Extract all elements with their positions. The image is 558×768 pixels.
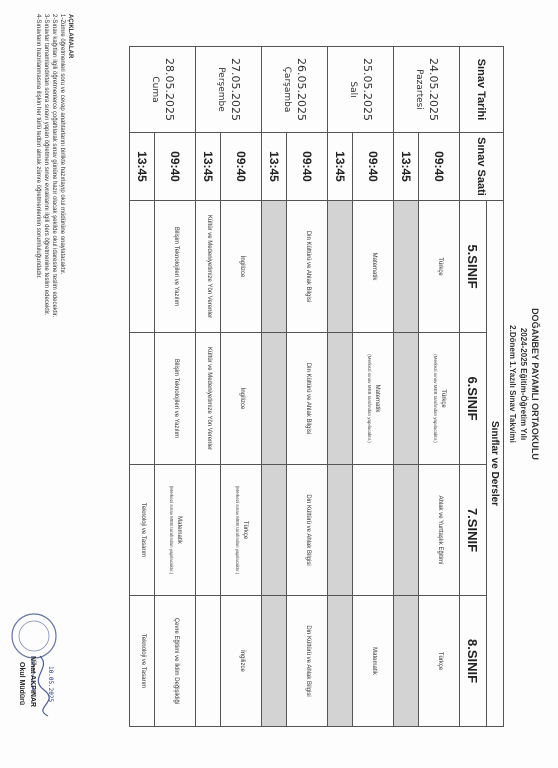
signature-date: 10.05.2025 xyxy=(47,666,54,703)
subject-cell xyxy=(419,333,460,465)
explanation-item: 3-Sınavlar tamamlandıktan sonra sınavı yapan öğretmen sınav evraklarını ilgili ders öğretmenine teslim edecektir. xyxy=(42,14,49,316)
subject-cell xyxy=(394,201,419,333)
subject-cell xyxy=(394,333,419,465)
column-header-grade-5: 5.SINIF xyxy=(460,201,487,333)
exam-time: 09:40 xyxy=(221,133,262,201)
subject-name: Bilişim Teknolojileri ve Yazılım xyxy=(172,358,179,439)
column-header-grade-7: 7.SINIF xyxy=(460,465,487,596)
exam-time: 13:45 xyxy=(394,133,419,201)
explanations-section xyxy=(34,14,74,634)
explanations-title: AÇIKLAMALAR xyxy=(67,14,73,59)
explanation-item: 4-Sınavların hazırlanmasına ilişkin her türlü tedbiri almak zümre öğretmenlerinin sorumluluğundadır. xyxy=(34,14,41,279)
exam-date: 28.05.2025 xyxy=(163,58,176,121)
table-row xyxy=(287,47,328,727)
subject-name: İngilizce xyxy=(238,650,245,672)
subject-cell xyxy=(155,465,196,596)
central-exam-note: (Merkezi sınav MEB tarafından yapılacaktır.) xyxy=(169,485,175,575)
subject-cell xyxy=(419,201,460,333)
exam-date-cell xyxy=(130,47,196,133)
subject-name: İngilizce xyxy=(238,255,245,278)
subject-name: Türkçe xyxy=(436,257,443,276)
table-row xyxy=(130,47,155,727)
exam-date: 26.05.2025 xyxy=(295,58,308,121)
exam-time: 13:45 xyxy=(328,133,353,201)
exam-time: 13:45 xyxy=(262,133,287,201)
subject-cell xyxy=(221,333,262,465)
principal-signature-block xyxy=(6,612,62,722)
exam-schedule-table xyxy=(129,46,504,727)
table-row xyxy=(419,47,460,727)
subject-name: Türkçe xyxy=(241,520,248,540)
subject-name: Çevre Eğitimi ve İklim Değişikliği xyxy=(172,617,179,705)
column-header-date: Sınav Tarihi xyxy=(460,47,504,133)
subject-cell xyxy=(328,333,353,465)
subject-name: Türkçe xyxy=(439,389,446,408)
subject-cell xyxy=(196,596,221,727)
subject-cell xyxy=(262,201,287,333)
subject-cell xyxy=(353,465,394,596)
table-row xyxy=(328,47,353,727)
central-exam-note: (Merkezi sınav MEB tarafından yapılacaktır.) xyxy=(433,354,439,443)
central-exam-note: (Merkezi sınav MEB tarafından yapılacaktır.) xyxy=(235,485,241,575)
subject-cell: Din Kültürü ve Ahlak Bilgisi xyxy=(287,333,328,465)
subject-cell: Din Kültürü ve Ahlak Bilgisi xyxy=(287,596,328,727)
exam-time: 13:45 xyxy=(196,133,221,201)
subject-cell xyxy=(221,201,262,333)
explanation-item: 1-Zümre öğretmenleri soru ve cevap anahtarlarını birlikte hazırlayıp okul müdürüne onaylatacaktır. xyxy=(58,14,65,275)
subject-cell xyxy=(328,465,353,596)
subject-cell xyxy=(262,596,287,727)
subject-name: İngilizce xyxy=(238,387,245,410)
term-title: 2.Dönem 1.Yazılı Sınav Takvimi xyxy=(508,325,517,443)
table-row xyxy=(394,47,419,727)
subject-cell xyxy=(419,596,460,727)
subject-cell xyxy=(155,333,196,465)
principal-name: Nihat AKPINAR xyxy=(29,656,36,708)
subject-cell: Kültür ve Medeniyetimize Yön Verenler xyxy=(196,201,221,333)
subject-cell: Teknoloji ve Tasarım xyxy=(130,465,155,596)
subject-name: Matematik xyxy=(370,647,377,675)
subject-cell xyxy=(394,596,419,727)
table-row xyxy=(196,47,221,727)
school-name: DOĞANBEY PAYAMLI ORTAOKULU xyxy=(530,308,540,460)
exam-time: 09:40 xyxy=(419,133,460,201)
subject-cell xyxy=(419,465,460,596)
subject-cell: Din Kültürü ve Ahlak Bilgisi xyxy=(287,201,328,333)
exam-date: 24.05.2025 xyxy=(427,58,440,121)
table-row xyxy=(353,47,394,727)
subject-cell xyxy=(221,465,262,596)
subject-cell xyxy=(155,596,196,727)
exam-day: Salı xyxy=(348,81,359,98)
subject-cell xyxy=(155,201,196,333)
exam-day: Cuma xyxy=(150,76,161,103)
central-exam-note: (Merkezi sınav MEB tarafından yapılacaktır.) xyxy=(367,354,373,443)
exam-time: 09:40 xyxy=(353,133,394,201)
exam-date-cell xyxy=(328,47,394,133)
subject-cell xyxy=(221,596,262,727)
exam-time: 09:40 xyxy=(287,133,328,201)
exam-date: 27.05.2025 xyxy=(229,58,242,121)
exam-date-cell xyxy=(262,47,328,133)
subject-cell xyxy=(130,333,155,465)
subject-cell xyxy=(328,201,353,333)
subject-cell xyxy=(130,201,155,333)
subject-name: Matematik xyxy=(373,384,380,413)
grades-group-title: Sınıflar ve Dersler xyxy=(487,201,504,727)
exam-time: 13:45 xyxy=(130,133,155,201)
subject-cell xyxy=(353,333,394,465)
subject-cell xyxy=(328,596,353,727)
exam-day: Perşembe xyxy=(216,67,227,112)
column-header-time: Sınav Saati xyxy=(460,133,504,201)
column-header-grade-8: 8.SINIF xyxy=(460,596,487,727)
academic-year: 2024-2025 Eğitim-Öğretim Yılı xyxy=(519,327,528,441)
subject-cell xyxy=(196,465,221,596)
table-row xyxy=(155,47,196,727)
exam-day: Pazartesi xyxy=(414,69,425,110)
subject-name: Ahlak ve Yurttaşlık Eğitimi xyxy=(436,495,443,565)
subject-name: Matematik xyxy=(175,516,182,544)
subject-cell xyxy=(353,201,394,333)
principal-role: Okul Müdürü xyxy=(18,662,25,706)
subject-cell: Teknoloji ve Tasarım xyxy=(130,596,155,727)
subject-name: Matematik xyxy=(370,252,377,281)
column-header-grade-6: 6.SINIF xyxy=(460,333,487,465)
exam-date-cell xyxy=(196,47,262,133)
subject-cell xyxy=(394,465,419,596)
explanation-item: 2-Sınav kağıtları ilgili öğretmenlerce çoğaltılarak sınav gününe hazır olacak şekilde okul idaresine teslim edecektir. xyxy=(50,14,57,318)
exam-day: Çarşamba xyxy=(282,66,293,113)
subject-cell xyxy=(262,333,287,465)
exam-time: 09:40 xyxy=(155,133,196,201)
exam-date: 25.05.2025 xyxy=(361,58,374,121)
subject-cell xyxy=(353,596,394,727)
subject-name: Bilişim Teknolojileri ve Yazılım xyxy=(172,226,179,307)
exam-date-cell xyxy=(394,47,460,133)
subject-cell: Din Kültürü ve Ahlak Bilgisi xyxy=(287,465,328,596)
subject-name: Türkçe xyxy=(436,651,443,671)
subject-cell: Kültür ve Medeniyetimize Yön Verenler xyxy=(196,333,221,465)
subject-cell xyxy=(262,465,287,596)
table-row xyxy=(262,47,287,727)
table-row xyxy=(221,47,262,727)
